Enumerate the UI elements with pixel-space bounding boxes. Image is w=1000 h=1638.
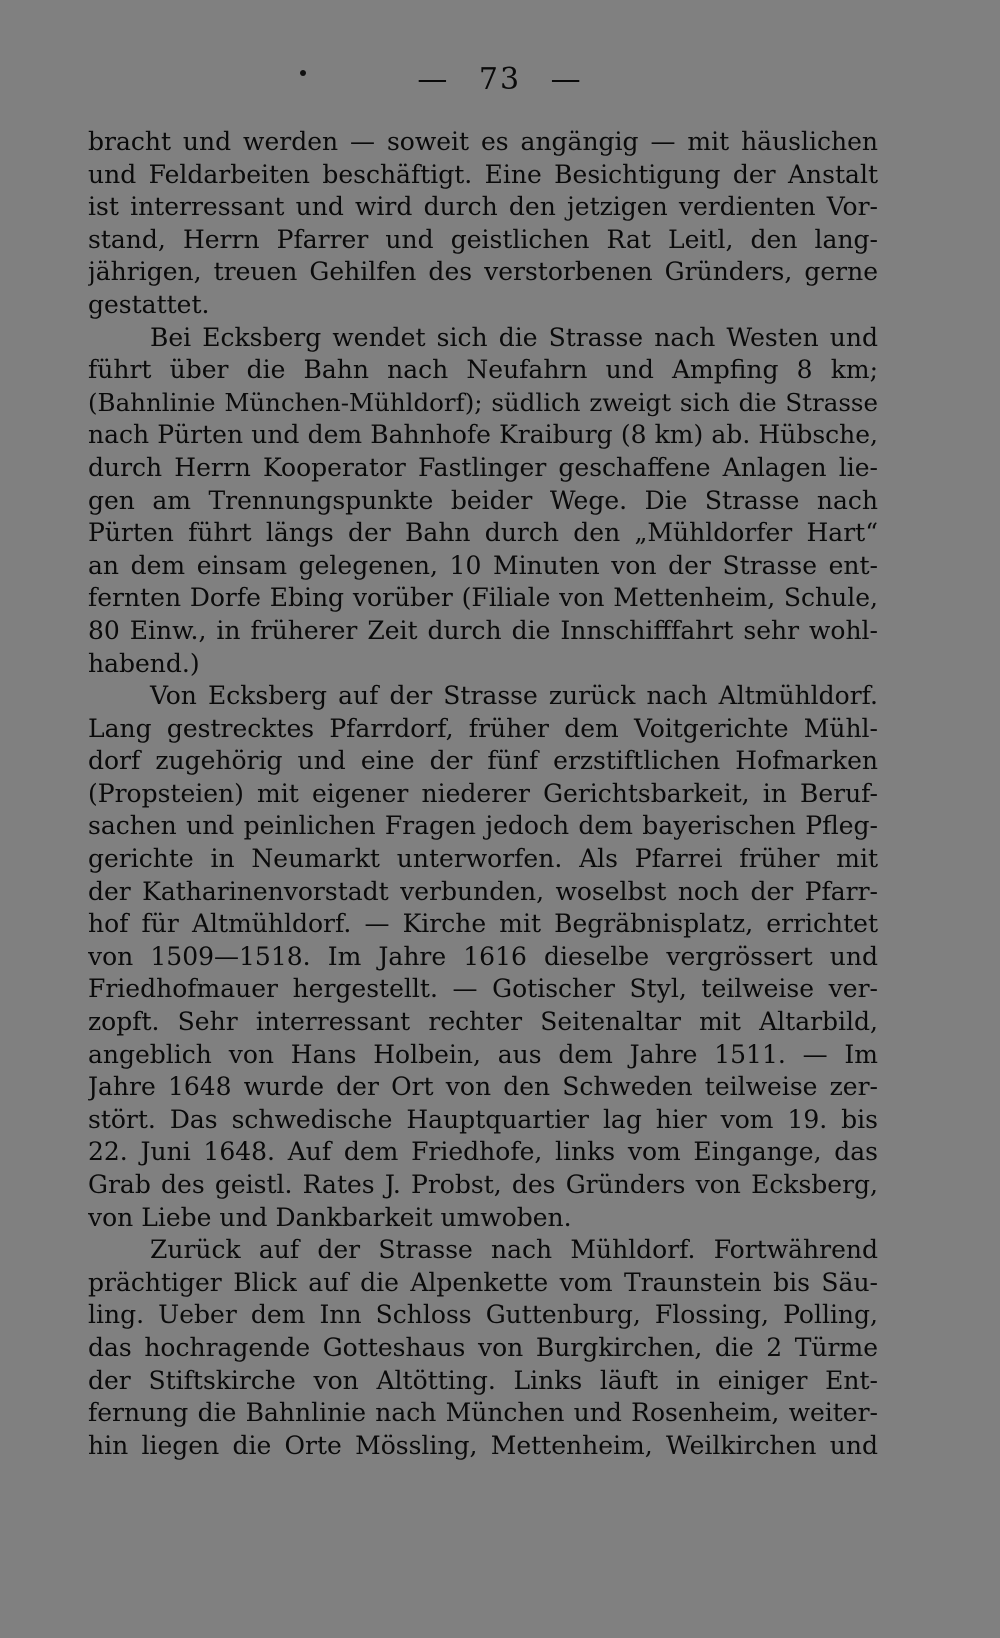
text-line: Pürten führt längs der Bahn durch den „Mühldorfer Hart“ xyxy=(88,518,878,548)
text-line: fernten Dorfe Ebing vorüber (Filiale von Mettenheim, Schule, xyxy=(88,583,878,613)
text-line: von 1509—1518. Im Jahre 1616 dieselbe vergrössert und xyxy=(88,941,878,971)
text-line: prächtiger Blick auf die Alpenkette vom Traunstein bis Säu- xyxy=(88,1267,878,1297)
body-text xyxy=(88,126,878,1462)
text-line: Lang gestrecktes Pfarrdorf, früher dem Voitgerichte Mühl- xyxy=(88,713,878,743)
text-line: führt über die Bahn nach Neufahrn und Ampfing 8 km; xyxy=(88,355,878,385)
text-line: 22. Juni 1648. Auf dem Friedhofe, links vom Eingange, das xyxy=(88,1137,878,1167)
text-line: gen am Trennungspunkte beider Wege. Die Strasse nach xyxy=(88,485,878,515)
text-line: an dem einsam gelegenen, 10 Minuten von der Strasse ent- xyxy=(88,550,878,580)
text-line: fernung die Bahnlinie nach München und Rosenheim, weiter- xyxy=(88,1398,878,1428)
text-line: gerichte in Neumarkt unterworfen. Als Pfarrei früher mit xyxy=(88,844,878,874)
text-line: hof für Altmühldorf. — Kirche mit Begräbnisplatz, errichtet xyxy=(88,909,878,939)
text-line: ling. Ueber dem Inn Schloss Guttenburg, Flossing, Polling, xyxy=(88,1300,878,1330)
text-line: und Feldarbeiten beschäftigt. Eine Besichtigung der Anstalt xyxy=(88,159,878,189)
page-header xyxy=(0,62,1000,97)
text-line: dorf zugehörig und eine der fünf erzstiftlichen Hofmarken xyxy=(88,746,878,776)
text-line: durch Herrn Kooperator Fastlinger geschaffene Anlagen lie- xyxy=(88,452,878,482)
text-line: das hochragende Gotteshaus von Burgkirchen, die 2 Türme xyxy=(88,1332,878,1362)
text-line: hin liegen die Orte Mössling, Mettenheim, Weilkirchen und xyxy=(88,1430,878,1460)
text-line: bracht und werden — soweit es angängig — mit häuslichen xyxy=(88,127,878,156)
header-dash-right: — xyxy=(550,62,583,97)
text-line: zopft. Sehr interressant rechter Seitenaltar mit Altarbild, xyxy=(88,1007,878,1037)
text-line: der Stiftskirche von Altötting. Links läuft in einiger Ent- xyxy=(88,1365,878,1395)
header-dash-left: — xyxy=(417,62,450,97)
text-line: stand, Herrn Pfarrer und geistlichen Rat Leitl, den lang- xyxy=(88,224,878,254)
text-line: (Propsteien) mit eigener niederer Gerichtsbarkeit, in Beruf- xyxy=(88,778,878,808)
text-line: Jahre 1648 wurde der Ort von den Schweden teilweise zer- xyxy=(88,1072,878,1102)
text-line: 80 Einw., in früherer Zeit durch die Innschifffahrt sehr wohl- xyxy=(88,615,878,645)
text-line: jährigen, treuen Gehilfen des verstorbenen Gründers, gerne xyxy=(88,257,878,287)
text-line: nach Pürten und dem Bahnhofe Kraiburg (8 km) ab. Hübsche, xyxy=(88,420,878,450)
text-line: Von Ecksberg auf der Strasse zurück nach Altmühldorf. xyxy=(150,681,878,711)
text-line: habend.) xyxy=(88,648,200,678)
text-line: stört. Das schwedische Hauptquartier lag hier vom 19. bis xyxy=(88,1104,878,1134)
text-line: angeblich von Hans Holbein, aus dem Jahre 1511. — Im xyxy=(88,1039,878,1069)
text-line: der Katharinenvorstadt verbunden, woselbst noch der Pfarr- xyxy=(88,876,878,906)
text-line: Bei Ecksberg wendet sich die Strasse nach Westen und xyxy=(150,322,878,352)
text-line: von Liebe und Dankbarkeit umwoben. xyxy=(88,1202,572,1232)
text-line: (Bahnlinie München-Mühldorf); südlich zweigt sich die Strasse xyxy=(88,387,878,417)
page-number: 73 xyxy=(478,62,522,97)
text-line: Friedhofmauer hergestellt. — Gotischer Styl, teilweise ver- xyxy=(88,974,878,1004)
text-line: gestattet. xyxy=(88,289,210,319)
text-line: Grab des geistl. Rates J. Probst, des Gründers von Ecksberg, xyxy=(88,1170,878,1199)
text-line: ist interressant und wird durch den jetzigen verdienten Vor- xyxy=(88,192,878,222)
text-line: Zurück auf der Strasse nach Mühldorf. Fortwährend xyxy=(150,1235,878,1265)
text-line: sachen und peinlichen Fragen jedoch dem bayerischen Pfleg- xyxy=(88,811,878,841)
